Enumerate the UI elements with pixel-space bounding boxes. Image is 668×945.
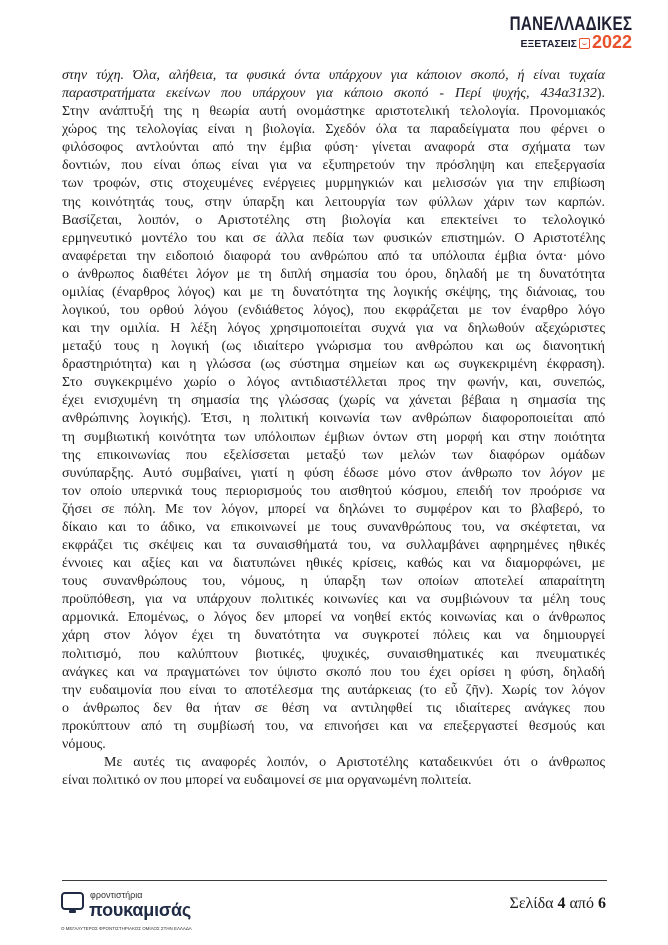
body-text-line: αναφέρεται την ειδοποιό διαφορά του ανθρώπου από τα υπόλοιπα έμβια όντα· μόνο bbox=[62, 248, 605, 264]
exam-logo-subtitle: ΕΞΕΤΑΣΕΙΣ bbox=[520, 37, 577, 50]
body-text-line: νόμους. bbox=[62, 736, 106, 752]
body-text-line: την ευδαιμονία που είναι το αποτέλεσμα της αυτάρκειας (το εὖ ζῆν). Χωρίς τον λόγον bbox=[62, 682, 605, 698]
body-text-line: ζήσει σε πόλη. Με τον λόγον, μπορεί να δηλώνει το συμφέρον και το βλαβερό, το bbox=[62, 501, 605, 517]
smile-box-icon bbox=[579, 38, 590, 49]
body-text-line: ανθρώπινης λογικής). Έτσι, η πολιτική κοινωνία των ανθρώπων διαφοροποιείται από bbox=[62, 411, 605, 427]
body-text-line: ο άνθρωπος δεν θα ήταν σε θέση να αντιληφθεί τις ιδιαίτερες ανάγκες που bbox=[62, 700, 605, 716]
body-text-line: Με αυτές τις αναφορές λοιπόν, ο Αριστοτέλης καταδεικνύει ότι ο άνθρωπος bbox=[104, 754, 605, 770]
body-text-line: εκφράζει τις σκέψεις και τα συναισθήματά του, να συλλαμβάνει αφηρημένες ηθικές bbox=[62, 538, 605, 554]
body-text-line: πολιτισμό, που καλύπτουν βιοτικές, ψυχικές, συναισθηματικές και πνευματικές bbox=[62, 646, 605, 662]
body-text-line: έχει ενισχυμένη τη σημασία της γλώσσας (χωρίς να χάνεται βέβαια η σημασία της bbox=[62, 393, 605, 409]
footer-brand-logo bbox=[60, 886, 250, 936]
body-text-line: λογικού, του ορθού λόγου (ενδιάθετος λόγος), που εκφράζεται με τον έναρθρο λόγο bbox=[62, 303, 605, 319]
text-segment: ο άνθρωπος διαθέτει bbox=[62, 266, 197, 282]
body-text-line: των τροφών, στις στοχευμένες ενέργειες μυρμηγκιών και μελισσών για την επιβίωση bbox=[62, 176, 605, 192]
brand-small-text: φροντιστήρια bbox=[90, 890, 143, 900]
body-text-line: Στην ανάπτυξή της η θεωρία αυτή ονομάστηκε αριστοτελική τελολογία. Προνομιακός bbox=[62, 104, 605, 120]
emphasized-word: λόγον bbox=[550, 465, 583, 481]
exam-logo-title: ΠΑΝΕΛΛΑΔΙΚΕΣ bbox=[509, 14, 632, 35]
monitor-icon bbox=[61, 892, 84, 910]
page-number bbox=[510, 895, 606, 913]
emphasized-word: λόγον bbox=[196, 266, 229, 282]
body-text-line bbox=[62, 465, 605, 483]
page-total: 6 bbox=[598, 895, 606, 912]
body-text bbox=[62, 67, 605, 790]
body-text-line bbox=[62, 85, 605, 103]
body-text-line: ερμηνευτικό μοντέλο του και σε άλλα πεδία των φυσικών επιστημών. Ο Αριστοτέλης bbox=[62, 230, 605, 246]
brand-name: πουκαμισάς bbox=[89, 900, 192, 920]
body-text-line: φιλόσοφος αντλούνται από την έμβια φύση· γίνεται αναφορά στα σχήματα των bbox=[62, 140, 605, 156]
body-text-line: Στο συγκεκριμένο χωρίο ο λόγος αντιδιαστέλλεται προς την φωνήν, και, συνεπώς, bbox=[62, 375, 605, 391]
body-text-line: της επικοινωνίας που εξελίσσεται μεταξύ των μελών των διαφόρων ομάδων bbox=[62, 447, 605, 463]
body-text-line: δοντιών, που είναι όπως είναι για να εξυπηρετούν την πρόσληψη και επεξεργασία bbox=[62, 158, 605, 174]
body-text-line: στην τύχη. Όλα, αλήθεια, τα φυσικά όντα υπάρχουν για κάποιον σκοπό, ή είναι τυχαία bbox=[62, 68, 605, 83]
body-text-line: ανάγκες και να πραγματώνει τον ύψιστο σκοπό που του έχει ορίσει η φύση, δηλαδή bbox=[62, 664, 605, 680]
body-text-line: μεταξύ τους η λογική (ως ιδιαίτερο γνώρισμα του ανθρώπου και ως διανοητική bbox=[62, 339, 605, 355]
exam-logo-year: 2022 bbox=[591, 32, 632, 52]
page-of: από bbox=[569, 895, 594, 912]
body-text-line: προϋπόθεση, για να υπάρχουν πολιτικές κοινωνίες και να συμβιώνουν τα μέλη τους bbox=[62, 592, 605, 608]
quote-citation: παραστρατήματα εκείνων που υπάρχουν για κάποιο σκοπό - Περί ψυχής, 434α3132 bbox=[62, 86, 597, 102]
body-text-line: έννοιες και αξίες και να διατυπώνει ηθικές κρίσεις, καθώς και να διαμορφώνει, με bbox=[62, 556, 605, 572]
body-text-line: είναι πολιτικό ον που μπορεί να ευδαιμονεί σε μια οργανωμένη πολιτεία. bbox=[62, 773, 472, 789]
text-segment: συνύπαρξης. Αυτό συμβαίνει, γιατί η φύση έδωσε μόνο στον άνθρωπο τον bbox=[62, 465, 551, 481]
text-segment: με τη διπλή σημασία του όρου, δηλαδή με τη δυνατότητα bbox=[228, 266, 605, 282]
body-text-line: και την ομιλία. Η λέξη λόγος χρησιμοποιείται συχνά για να δηλωθούν αξεχώριστες bbox=[62, 321, 605, 337]
body-text-line: τη συμβιωτική κοινότητα των υπόλοιπων έμβιων όντων στη μορφή και στην ποιότητα bbox=[62, 429, 605, 445]
text-segment: με bbox=[582, 465, 605, 481]
page-label: Σελίδα bbox=[509, 895, 554, 912]
body-text-line: χάρη στον λόγον έχει τη δυνατότητα να συγκροτεί πόλεις και να δημιουργεί bbox=[62, 628, 605, 644]
quote-close: ). bbox=[596, 86, 605, 102]
body-text-line: δίκαιο και το άδικο, να επικοινωνεί με τους συνανθρώπους του, να σκέφτεται, να bbox=[62, 519, 605, 535]
body-text-line: αρμονικά. Επομένως, ο λόγος δεν μπορεί να νοηθεί εκτός κοινωνίας και ο άνθρωπος bbox=[62, 610, 605, 626]
footer-divider bbox=[62, 880, 607, 881]
page-current: 4 bbox=[557, 895, 566, 912]
exam-logo-row bbox=[520, 34, 632, 51]
body-text-line: τους συνανθρώπους του, νόμους, η ύπαρξη των οποίων αποτελεί απαραίτητη bbox=[62, 574, 605, 590]
body-text-line: προκύπτουν από τη συμβίωσή του, να επινοήσει και να επεξεργαστεί θεσμούς και bbox=[62, 718, 605, 734]
brand-tagline: Ο ΜΕΓΑΛΥΤΕΡΟΣ ΦΡΟΝΤΙΣΤΗΡΙΑΚΟΣ ΟΜΙΛΟΣ ΣΤΗΝ ΕΛΛΑΔΑ bbox=[61, 927, 192, 932]
body-text-line bbox=[62, 266, 605, 284]
body-text-line: ομιλίας (έναρθρος λόγος) και με τη δυνατότητα της λογικής σκέψης, της διάνοιας, του bbox=[62, 284, 605, 300]
body-text-line: χώρος της τελολογίας είναι η βιολογία. Σχεδόν όλα τα παραδείγματα που φέρνει ο bbox=[62, 122, 605, 138]
body-text-line: τον οποίο υπερνικά τους περιορισμούς του αισθητού κόσμου, επειδή τον προόρισε να bbox=[62, 483, 605, 499]
body-text-line: Βασίζεται, λοιπόν, ο Αριστοτέλης στη βιολογία και επεκτείνει το τελολογικό bbox=[62, 212, 605, 228]
body-text-line: δραστηριότητα) και η γλώσσα (ως σύστημα σημείων και ως συγκεκριμένη έκφραση). bbox=[62, 357, 605, 373]
body-text-line: της κοινότητάς τους, στην ύπαρξη και λειτουργία των φύλλων χάριν των καρπών. bbox=[62, 194, 605, 210]
